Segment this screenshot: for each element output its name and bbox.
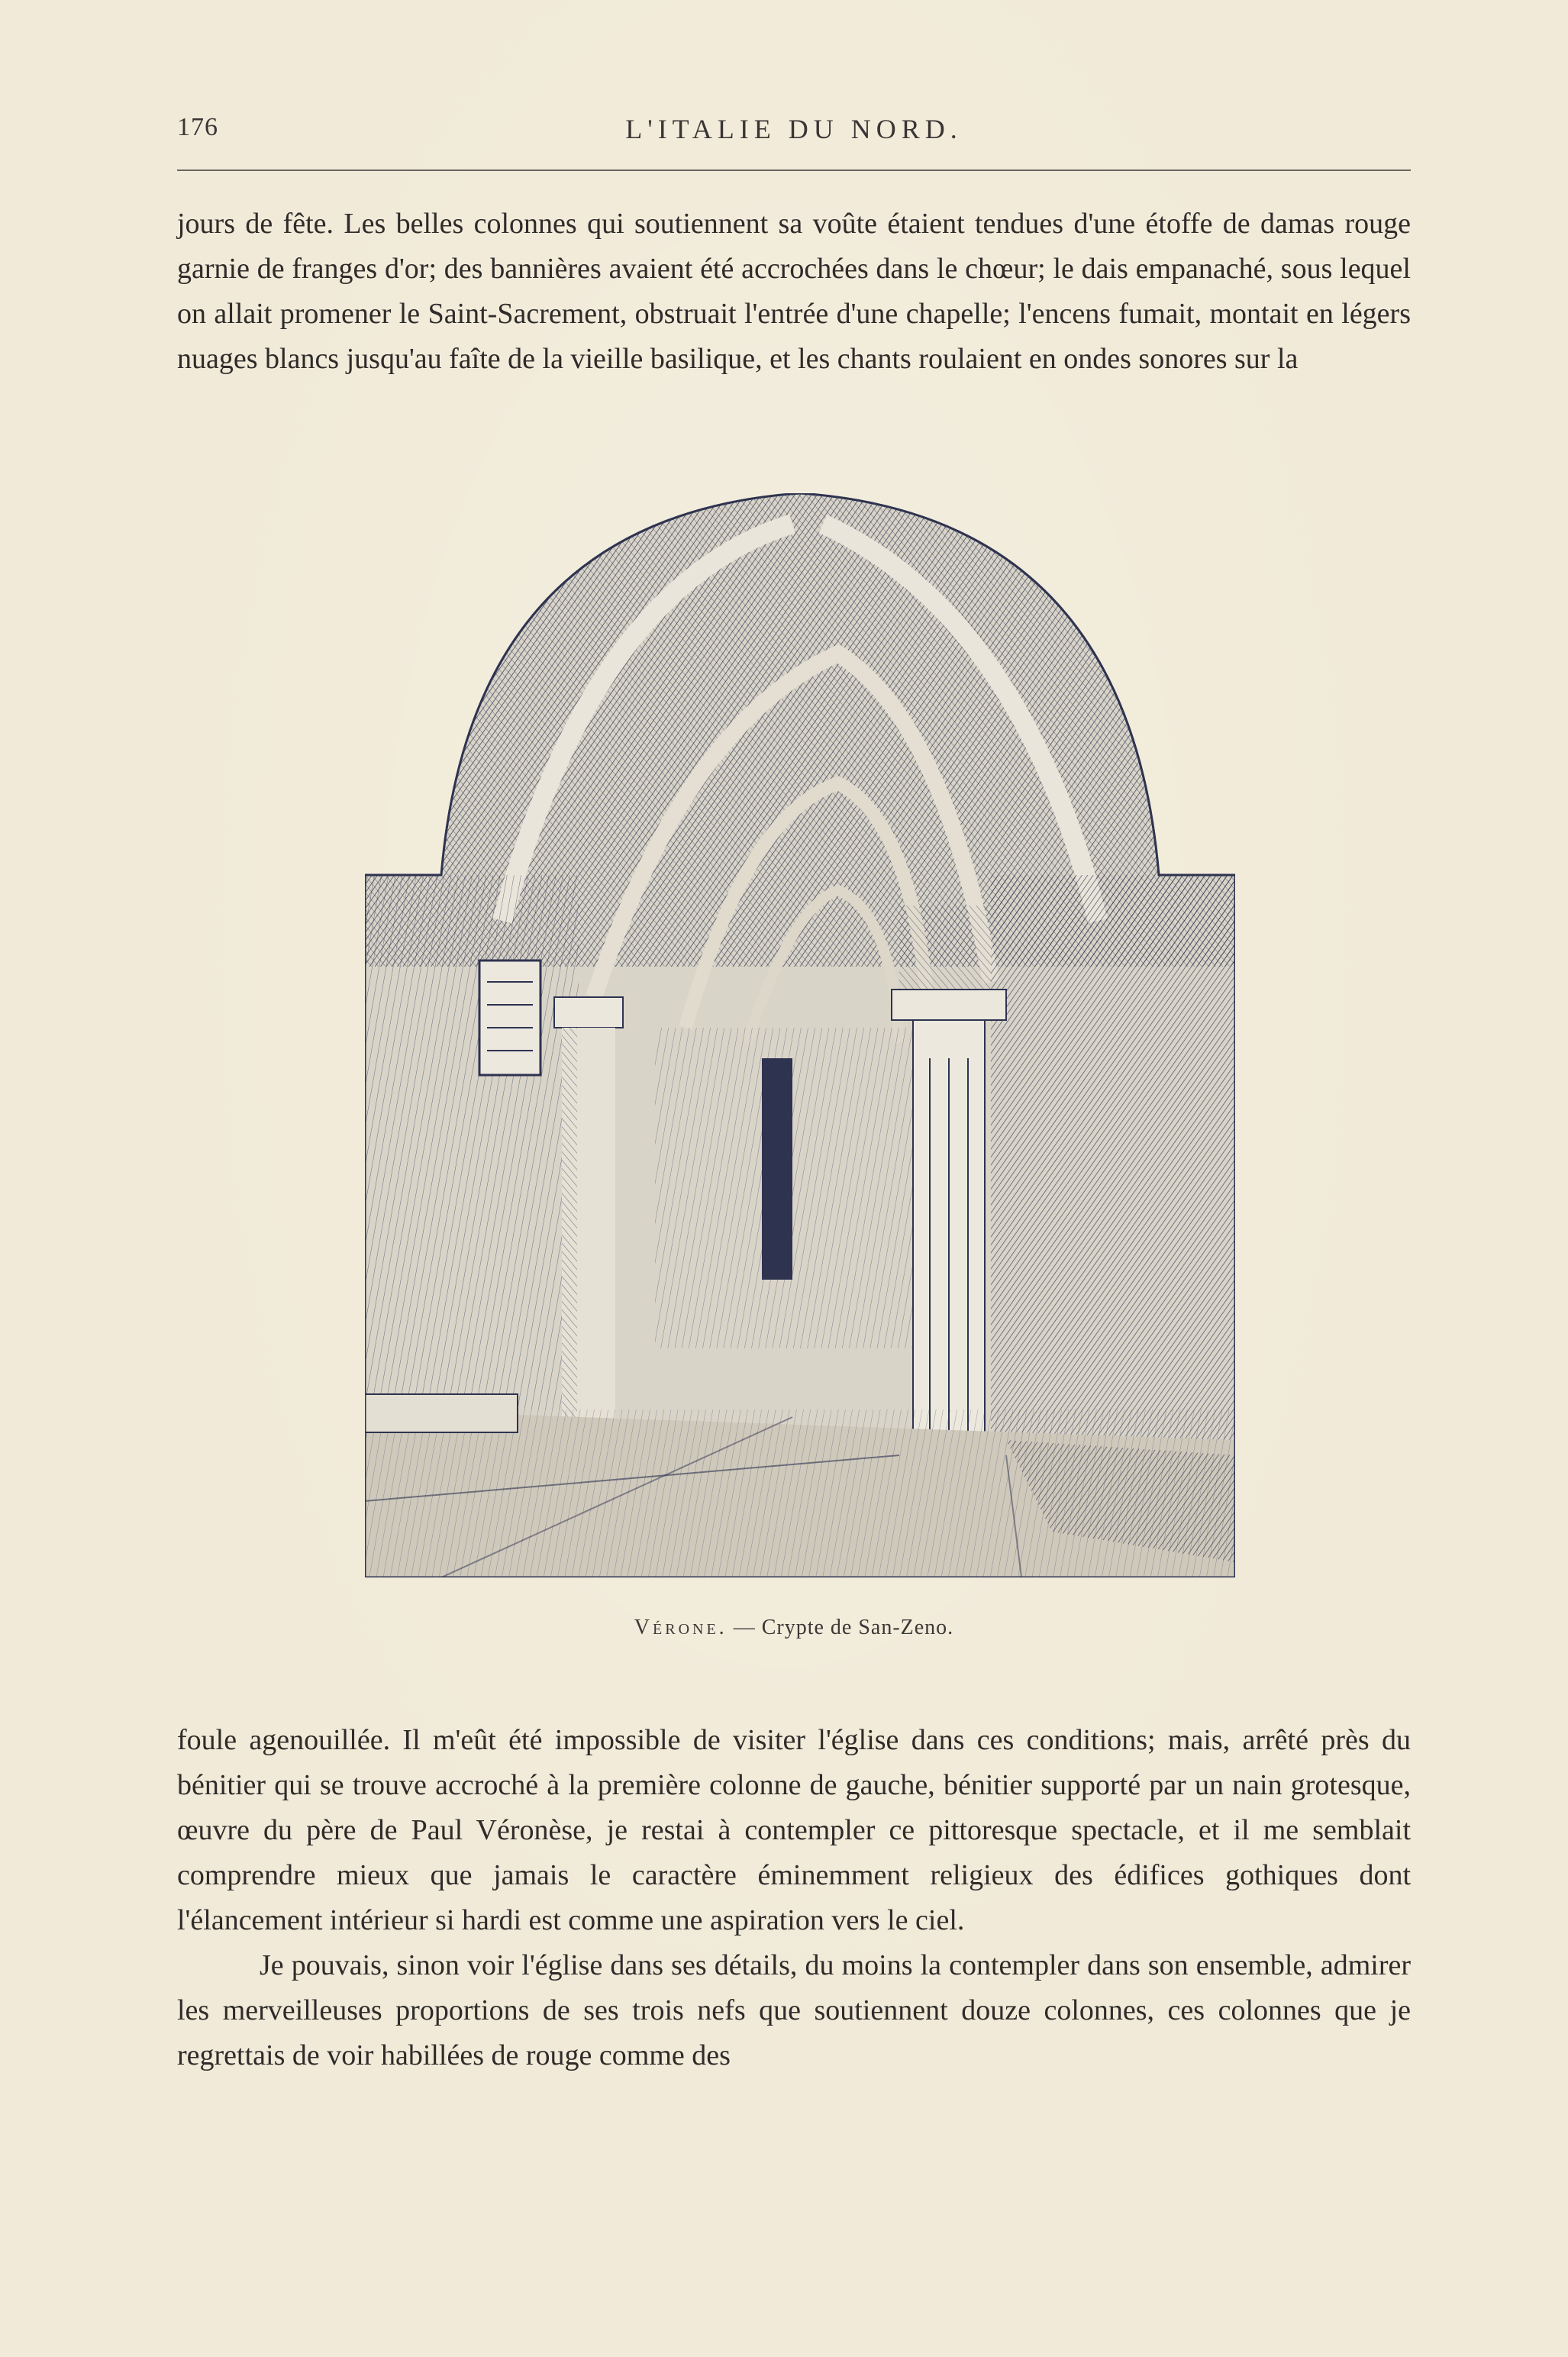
page-header — [177, 113, 1411, 156]
figure-caption — [177, 1616, 1411, 1640]
body-text-bottom — [177, 1718, 1411, 2078]
running-title: L'ITALIE DU NORD. — [625, 114, 963, 144]
body-text-top — [177, 202, 1411, 382]
page-number: 176 — [177, 113, 218, 141]
paragraph-2: Je pouvais, sinon voir l'église dans ses détails, du moins la contempler dans son ensemble, admirer les merveilleuses proportions de ses trois nefs que soutiennent douze colonnes, ces colonnes que je regrettais de voir habillées de rouge comme des — [177, 1949, 1411, 2071]
caption-place: Vérone. — [634, 1616, 728, 1639]
paragraph-continued: jours de fête. Les belles colonnes qui soutiennent sa voûte étaient tendues d'une étoffe de damas rouge garnie de franges d'or; des bannières avaient été accrochées dans le chœur; le dais empanaché, sous lequel on allait promener le Saint-Sacrement, obstruait l'entrée d'une chapelle; l'encens fumait, montait en légers nuages blancs jusqu'au faîte de la vieille basilique, et les chants roulaient en ondes sonores sur la — [177, 208, 1411, 375]
caption-title: — Crypte de San-Zeno. — [727, 1616, 954, 1639]
engraving-image — [365, 493, 1235, 1577]
header-rule — [177, 170, 1411, 171]
paragraph-1: foule agenouillée. Il m'eût été impossible de visiter l'église dans ces conditions; mais, arrêté près du bénitier qui se trouve accroché à la première colonne de gauche, bénitier supporté par un nain grotesque, œuvre du père de Paul Véronèse, je restai à contempler ce pittoresque spectacle, et il me semblait comprendre mieux que jamais le caractère éminemment religieux des édifices gothiques dont l'élancement intérieur si hardi est comme une aspiration vers le ciel. — [177, 1724, 1411, 1936]
engraving-crypte-san-zeno — [365, 493, 1235, 1577]
